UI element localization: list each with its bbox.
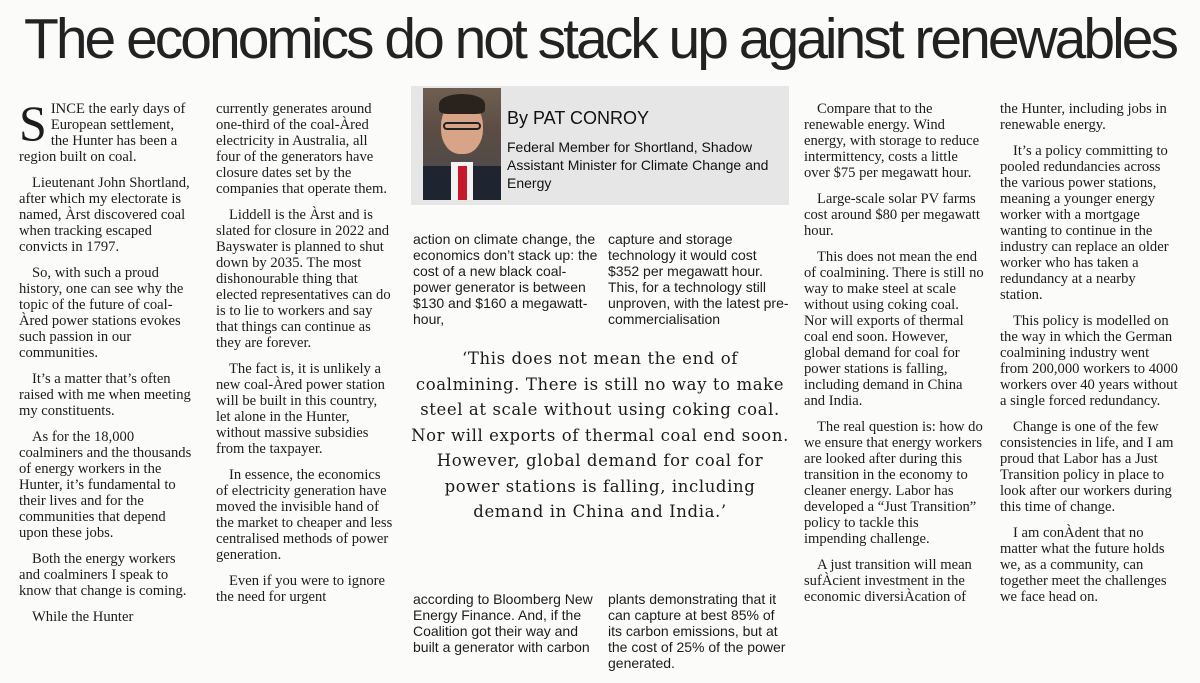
paragraph: The real question is: how do we ensure that energy workers are looked after during this transition in the economy to cleaner energy. Labor has developed a “Just Transition” policy to tackle this impending challenge. — [804, 419, 983, 547]
column-3-top — [413, 231, 598, 337]
paragraph: capture and storage technology it would cost $352 per megawatt hour. This, for a technology still unproven, with the latest pre-commercialisation — [608, 231, 789, 327]
paragraph: plants demonstrating that it can capture at best 85% of its carbon emissions, but at the cost of 25% of the power generated. — [608, 591, 786, 671]
paragraph: Lieutenant John Shortland, after which my electorate is named, Àrst discovered coal when tracking escaped convicts in 1797. — [19, 175, 190, 255]
column-4-top — [608, 231, 790, 337]
paragraph: Even if you were to ignore the need for urgent — [216, 573, 386, 605]
paragraph: This policy is modelled on the way in which the German coalmining industry went from 200,000 workers to 4000 workers over 40 years without a single forced redundancy. — [1000, 313, 1178, 409]
paragraph: So, with such a proud history, one can see why the topic of the future of coal-Àred power stations evokes such passion in our communities. — [19, 265, 184, 361]
column-6 — [1000, 101, 1180, 615]
paragraph: Both the energy workers and coalminers I speak to know that change is coming. — [19, 551, 187, 599]
column-1 — [19, 95, 195, 635]
paragraph: I am conÀdent that no matter what the future holds we, as a community, can together meet the challenges we face head on. — [1000, 525, 1167, 605]
column-2 — [216, 101, 394, 615]
column-5 — [804, 101, 984, 615]
paragraph: Liddell is the Àrst and is slated for closure in 2022 and Bayswater is planned to shut down by 2035. The most dishonourable thing that elected representatives can do is to lie to workers and say that things can continue as they are forever. — [216, 207, 391, 351]
drop-cap: S — [19, 95, 47, 151]
paragraph — [19, 95, 195, 165]
author-name: By PAT CONROY — [507, 108, 650, 128]
paragraph: A just transition will mean sufÀcient investment in the economic diversiÀcation of — [804, 557, 972, 605]
paragraph: As for the 18,000 coalminers and the thousands of energy workers in the Hunter, it’s fundamental to their lives and for the communities that depend upon these jobs. — [19, 429, 192, 541]
paragraph-text: INCE the early days of European settlement, the Hunter has been a region built on coal. — [19, 101, 186, 165]
paragraph: Compare that to the renewable energy. Wind energy, with storage to reduce intermittency, costs a little over $75 per megawatt hour. — [804, 101, 980, 181]
paragraph: This does not mean the end of coalmining. There is still no way to make steel at scale without using coking coal. Nor will exports of thermal coal end soon. However, global demand for coal for power stations is falling, including demand in China and India. — [804, 249, 984, 409]
paragraph: currently generates around one-third of the coal-Àred electricity in Australia, all four of the generators have closure dates set by the companies that operate them. — [216, 101, 388, 197]
paragraph: Change is one of the few consistencies in life, and I am proud that Labor has a Just Transition policy in place to look after our workers during this time of change. — [1000, 419, 1174, 515]
pull-quote: ‘This does not mean the end of coalmining. There is still no way to make steel at scale without using coking coal. Nor will exports of thermal coal end soon. However, global demand for coal for power stations is falling, including demand in China and India.’ — [411, 349, 789, 521]
paragraph: It’s a policy committing to pooled redundancies across the various power stations, meaning a younger energy worker with a mortgage wanting to continue in the industry can replace an older worker who has taken a redundancy at a nearby station. — [1000, 143, 1169, 303]
author-photo — [423, 88, 501, 200]
paragraph: according to Bloomberg New Energy Finance. And, if the Coalition got their way and built a generator with carbon — [413, 591, 593, 655]
paragraph: action on climate change, the economics don’t stack up: the cost of a new black coal-power generator is between $130 and $160 a megawatt-hour, — [413, 231, 598, 327]
paragraph: While the Hunter — [32, 609, 134, 625]
paragraph: Large-scale solar PV farms cost around $80 per megawatt hour. — [804, 191, 980, 239]
paragraph: The fact is, it is unlikely a new coal-Àred power station will be built in this country, let alone in the Hunter, without massive subsidies from the taxpayer. — [216, 361, 385, 457]
column-4-bottom — [608, 591, 790, 681]
paragraph: It’s a matter that’s often raised with me when meeting my constituents. — [19, 371, 191, 419]
paragraph: the Hunter, including jobs in renewable energy. — [1000, 101, 1167, 133]
column-3-bottom — [413, 591, 598, 665]
byline-box — [411, 86, 789, 205]
paragraph: In essence, the economics of electricity generation have moved the invisible hand of the market to cheaper and less centralised methods of power generation. — [216, 467, 393, 563]
headline: The economics do not stack up against renewables — [24, 7, 1176, 71]
author-title: Federal Member for Shortland, Shadow Assistant Minister for Climate Change and Energy — [507, 139, 769, 191]
